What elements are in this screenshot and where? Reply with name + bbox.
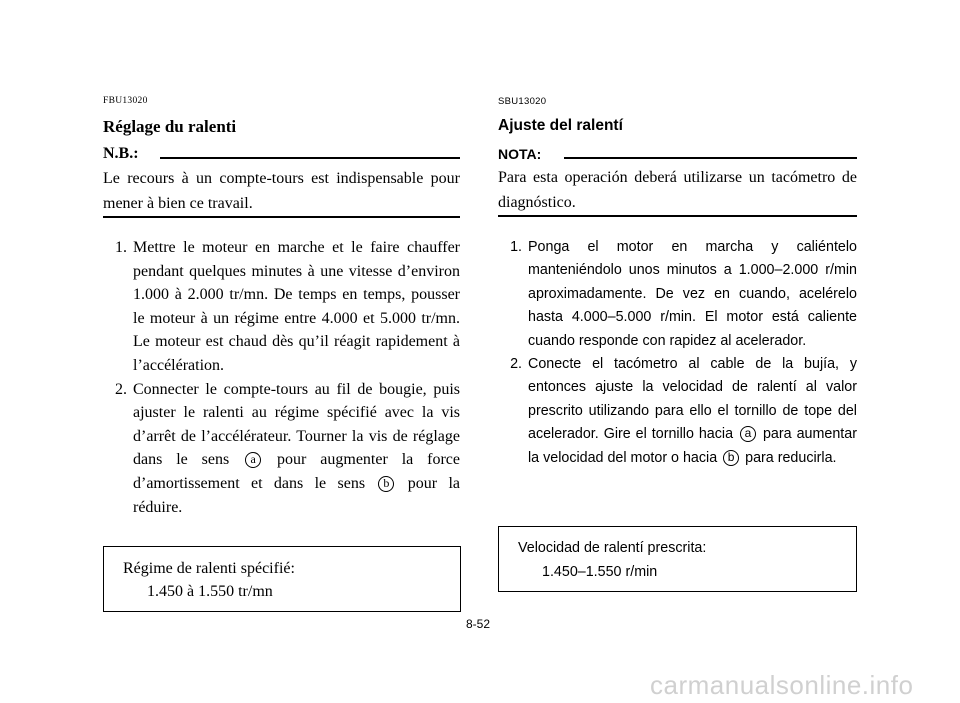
step-text: para reducirla.: [745, 449, 837, 466]
spec-label: Régime de ralenti spécifié:: [123, 560, 295, 577]
note-underline: [564, 157, 857, 159]
watermark: carmanualsonline.info: [650, 670, 914, 700]
note-text: Le recours à un compte-tours est indispensable pour mener à bien ce travail.: [103, 170, 460, 212]
step-number: 1.: [510, 239, 522, 255]
step-text: Conecte el tacómetro al cable de la bujía, y entonces ajuste la velocidad de ralentí al valor prescrito utilizando para ello el tornillo de tope del acelerador. Gire el tornillo hacia: [528, 356, 857, 443]
note-text: Para esta operación deberá utilizarse un tacómetro de diagnóstico.: [498, 169, 857, 211]
note-underline: [160, 157, 460, 159]
section-heading: Réglage du ralenti: [103, 117, 237, 136]
marker-b-icon: b: [723, 450, 739, 466]
note-end-rule: [498, 215, 857, 217]
step-item: [498, 353, 857, 470]
section-heading: Ajuste del ralentí: [498, 117, 623, 134]
spec-value: 1.450 à 1.550 tr/mn: [147, 583, 273, 600]
spec-value: 1.450–1.550 r/min: [542, 564, 658, 580]
spec-box: [103, 546, 461, 612]
step-number: 2.: [510, 356, 522, 373]
section-code: FBU13020: [103, 96, 148, 106]
step-number: 1.: [115, 239, 127, 256]
step-text: para aumentar la velocidad del motor o hacia: [528, 426, 857, 466]
marker-a-icon: a: [740, 426, 756, 442]
note-label: N.B.:: [103, 145, 139, 162]
step-text: Ponga el motor en marcha y caliéntelo manteniéndolo unos minutos a 1.000–2.000 r/min aproximadamente. De vez en cuando, acelérelo hasta 4.000–5.000 r/min. El motor está caliente cuando responde con rapidez al acelerador.: [528, 239, 857, 349]
step-number: 2.: [115, 380, 127, 398]
spec-box: [498, 526, 857, 592]
step-list: [103, 236, 460, 519]
step-text: pour la réduire.: [133, 474, 460, 516]
step-text: Connecter le compte-tours au fil de bougie, puis ajuster le ralenti au régime spécifié avec la vis d’arrêt de l’accélérateur. Tourner la vis de réglage dans le sens: [133, 380, 460, 469]
section-code: SBU13020: [498, 96, 547, 107]
step-item: [103, 236, 460, 378]
step-item: [498, 236, 857, 353]
page-number: 8-52: [466, 617, 491, 631]
step-text: Mettre le moteur en marche et le faire chauffer pendant quelques minutes à une vitesse d’environ 1.000 à 2.000 tr/mn. De temps en temps, pousser le moteur à un régime entre 4.000 et 5.000 tr/mn. Le moteur est chaud dès qu’il réagit rapidement à l’accélération.: [133, 239, 460, 374]
marker-a-icon: a: [245, 452, 261, 468]
step-item: [103, 378, 460, 520]
step-list: [498, 236, 857, 470]
note-label: NOTA:: [498, 146, 542, 162]
step-text: pour augmenter la force d’amortissement et dans le sens: [133, 451, 461, 492]
note-end-rule: [103, 216, 460, 218]
marker-b-icon: b: [378, 476, 394, 492]
spec-label: Velocidad de ralentí prescrita:: [518, 540, 707, 556]
